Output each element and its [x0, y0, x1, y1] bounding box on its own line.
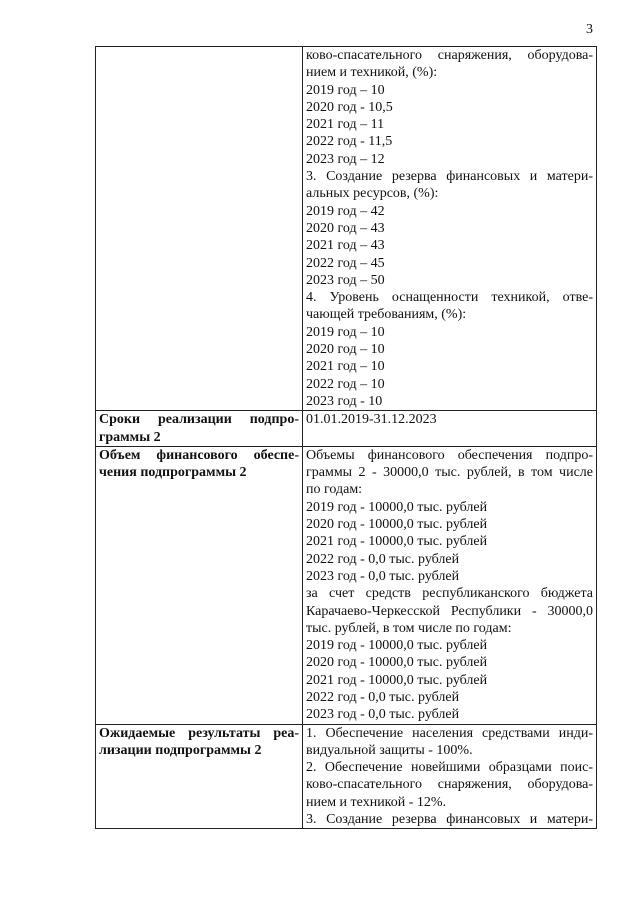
value-cell-financing: [303, 446, 597, 724]
value-cell-terms: [303, 411, 597, 447]
row-label-line: чения подпрограммы 2: [99, 465, 247, 481]
text-line: 2022 год – 45: [306, 255, 385, 271]
text-line: альных ресурсов, (%):: [306, 186, 439, 202]
text-line: ково-спасательного снаряжения, оборудова-: [306, 48, 593, 63]
text-line: 01.01.2019-31.12.2023: [306, 412, 437, 428]
text-line: 2023 год - 10: [306, 393, 383, 409]
text-line: ково-спасательного снаряжения, оборудова-: [306, 777, 593, 793]
row-label-line: граммы 2: [99, 429, 161, 445]
text-line: 2023 год – 12: [306, 151, 385, 167]
text-line: чающей требованиям, (%):: [306, 307, 467, 323]
text-line: 2021 год – 10: [306, 359, 385, 375]
text-line: 2023 год - 0,0 тыс. рублей: [306, 568, 460, 584]
text-line: 2022 год - 11,5: [306, 134, 393, 150]
text-line: 3. Создание резерва финансовых и матери-: [306, 812, 593, 828]
row-label-line: Объем финансового обеспе-: [99, 447, 299, 463]
text-line: Объемы финансового обеспечения подпро-: [306, 447, 593, 463]
text-line: 1. Обеспечение населения средствами инди-: [306, 725, 593, 741]
text-line: 2019 год - 10000,0 тыс. рублей: [306, 499, 488, 515]
text-line: 2023 год – 50: [306, 272, 385, 288]
text-line: тыс. рублей, в том числе по годам:: [306, 620, 512, 636]
text-line: 2. Обеспечение новейшими образцами поис-: [306, 760, 593, 776]
text-line: 2022 год – 10: [306, 376, 385, 392]
text-line: 3. Создание резерва финансовых и матери-: [306, 169, 593, 185]
subprogram-passport-table: [95, 46, 597, 829]
text-line: по годам:: [306, 482, 363, 498]
table-row-indicators-continued: [96, 47, 597, 411]
table-row-expected-results: [96, 724, 597, 829]
text-line: 2021 год - 10000,0 тыс. рублей: [306, 534, 488, 550]
row-label-line: Сроки реализации подпро-: [99, 412, 299, 428]
table-row-financing: [96, 446, 597, 724]
label-cell-expected-results: [96, 724, 303, 829]
row-label-line: лизации подпрограммы 2: [99, 742, 262, 758]
text-line: Карачаево-Черкесской Республики - 30000,0: [306, 603, 593, 619]
text-line: 2019 год – 42: [306, 203, 385, 219]
text-line: нием и техникой, (%):: [306, 65, 438, 81]
text-line: 2021 год – 11: [306, 117, 385, 133]
label-cell-terms: [96, 411, 303, 447]
text-line: 2019 год - 10000,0 тыс. рублей: [306, 638, 488, 654]
label-cell-empty: [96, 47, 303, 411]
text-line: 2023 год - 0,0 тыс. рублей: [306, 707, 460, 723]
text-line: 2020 год - 10,5: [306, 99, 393, 115]
text-line: нием и техникой - 12%.: [306, 794, 447, 810]
text-line: 2020 год – 10: [306, 342, 385, 358]
text-line: 4. Уровень оснащенности техникой, отве-: [306, 290, 593, 306]
label-cell-financing: [96, 446, 303, 724]
text-line: 2022 год - 0,0 тыс. рублей: [306, 551, 460, 567]
text-line: 2021 год – 43: [306, 238, 385, 254]
text-line: 2019 год – 10: [306, 324, 385, 340]
row-label-line: Ожидаемые результаты реа-: [99, 725, 299, 741]
text-line: 2020 год - 10000,0 тыс. рублей: [306, 517, 488, 533]
text-line: граммы 2 - 30000,0 тыс. рублей, в том числе: [306, 465, 593, 481]
text-line: 2019 год – 10: [306, 82, 385, 98]
page-number: 3: [586, 22, 593, 37]
text-line: за счет средств республиканского бюджета: [306, 586, 593, 602]
value-cell-expected-results: [303, 724, 597, 829]
text-line: 2021 год - 10000,0 тыс. рублей: [306, 672, 488, 688]
table-row-terms: [96, 411, 597, 447]
text-line: 2020 год – 43: [306, 220, 385, 236]
text-line: 2020 год - 10000,0 тыс. рублей: [306, 655, 488, 671]
value-cell-indicators: [303, 47, 597, 411]
text-line: видуальной защиты - 100%.: [306, 742, 473, 758]
text-line: 2022 год - 0,0 тыс. рублей: [306, 689, 460, 705]
